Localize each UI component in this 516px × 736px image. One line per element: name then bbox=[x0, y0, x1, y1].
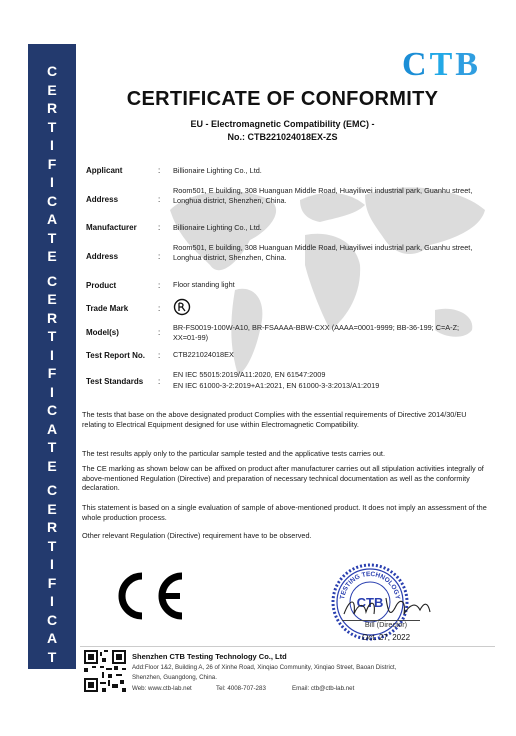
footer-divider bbox=[80, 646, 495, 647]
colon: : bbox=[158, 223, 161, 232]
lab-company-name: Shenzhen CTB Testing Technology Co., Ltd bbox=[132, 652, 287, 661]
report-label: Test Report No. bbox=[86, 351, 145, 360]
address-label: Address bbox=[86, 252, 119, 261]
product-value: Floor standing light bbox=[173, 280, 235, 289]
manufacturer-value: Billionaire Lighting Co., Ltd. bbox=[173, 223, 262, 232]
colon: : bbox=[158, 304, 161, 313]
colon: : bbox=[158, 166, 161, 175]
ctb-logo: CTB bbox=[402, 46, 481, 83]
product-label: Product bbox=[86, 281, 117, 290]
colon: : bbox=[158, 281, 161, 290]
lab-address-line-1: Add:Floor 1&2, Building A, 26 of Xinhe Road, Xinqiao Community, Xinqiao Street, Baoan District, bbox=[132, 664, 397, 671]
colon: : bbox=[158, 328, 161, 337]
statement-paragraph-4: This statement is based on a single evaluation of sample of above-mentioned product. It does not imply an assessment of the whole production process. bbox=[82, 503, 487, 522]
certificate-subtitle bbox=[80, 118, 485, 144]
statement-paragraph-5: Other relevant Regulation (Directive) requirement have to be observed. bbox=[82, 531, 312, 540]
statement-paragraph-3: The CE marking as shown below can be affixed on product after manufacturer carries out all stipulation activities integrally of above-mentioned Regulation (Directive) and preparation of necessary technical documentation as well as the conformity declaration. bbox=[82, 464, 484, 493]
lab-email: Email: ctb@ctb-lab.net bbox=[292, 685, 355, 692]
standards-line-1: EN IEC 55015:2019/A11:2020, EN 61547:2009 bbox=[173, 370, 326, 379]
standards-label: Test Standards bbox=[86, 377, 144, 386]
applicant-label: Applicant bbox=[86, 166, 123, 175]
applicant-address: Room501, E building, 308 Huanguan Middle Road, Huayiliwei industrial park, Guanhu street, Longhua district, Shenzhen, China. bbox=[173, 186, 473, 205]
signature-scribble bbox=[336, 592, 436, 622]
models-value: BR-FS0019-100W-A10, BR-FSAAAA-BBW-CXX (AAAA=0001-9999; BB-36-199; C=A-Z; XX=01-99) bbox=[173, 323, 460, 342]
colon: : bbox=[158, 195, 161, 204]
statement-paragraph-1: The tests that base on the above designated product Complies with the essential requirements of Directive 2014/30/EU relating to Electrical Equipment designed for use within Electromagnetic Compatibility. bbox=[82, 410, 467, 429]
lab-phone: Tel: 4008-707-283 bbox=[216, 685, 266, 692]
side-banner bbox=[28, 44, 76, 683]
side-word-1: C E R T I F I C A T E bbox=[46, 63, 58, 264]
side-word-2: C E R T I F I C A T E bbox=[46, 272, 58, 474]
colon: : bbox=[158, 252, 161, 261]
colon: : bbox=[158, 351, 161, 360]
applicant-value: Billionaire Lighting Co., Ltd. bbox=[173, 166, 262, 175]
certificate-title: CERTIFICATE OF CONFORMITY bbox=[126, 88, 439, 110]
side-word-3: C E R T I F I C A T E bbox=[46, 482, 58, 683]
signatory-role: Bill (Director) bbox=[364, 620, 408, 629]
certificate-number: No.: CTB221024018EX-ZS bbox=[227, 132, 338, 142]
standards-line-2: EN IEC 61000-3-2:2019+A1:2021, EN 61000-3-3:2013/A1:2019 bbox=[173, 381, 380, 390]
trademark-logo-icon bbox=[173, 298, 191, 316]
lab-address-line-2: Shenzhen, Guangdong, China. bbox=[132, 674, 217, 681]
ce-mark-icon bbox=[112, 572, 188, 620]
svg-text:TESTING TECHNOLOGY: TESTING TECHNOLOGY bbox=[339, 570, 401, 600]
statement-paragraph-2: The test results apply only to the particular sample tested and the applicative tests carries out. bbox=[82, 449, 385, 458]
svg-text:CTB: CTB bbox=[356, 595, 384, 610]
address-label: Address bbox=[86, 195, 119, 204]
lab-website: Web: www.ctb-lab.net bbox=[132, 685, 192, 692]
trademark-label: Trade Mark bbox=[86, 304, 129, 313]
subtitle-line-1: EU - Electromagnetic Compatibility (EMC) - bbox=[190, 119, 375, 129]
qr-code-icon bbox=[84, 650, 126, 692]
manufacturer-address: Room501, E building, 308 Huanguan Middle Road, Huayiliwei industrial park, Guanhu street, Longhua district, Shenzhen, China. bbox=[173, 243, 473, 262]
colon: : bbox=[158, 377, 161, 386]
manufacturer-label: Manufacturer bbox=[86, 223, 137, 232]
models-label: Model(s) bbox=[86, 328, 119, 337]
report-value: CTB221024018EX bbox=[173, 350, 234, 359]
issue-date: Oct. 27, 2022 bbox=[361, 633, 411, 642]
